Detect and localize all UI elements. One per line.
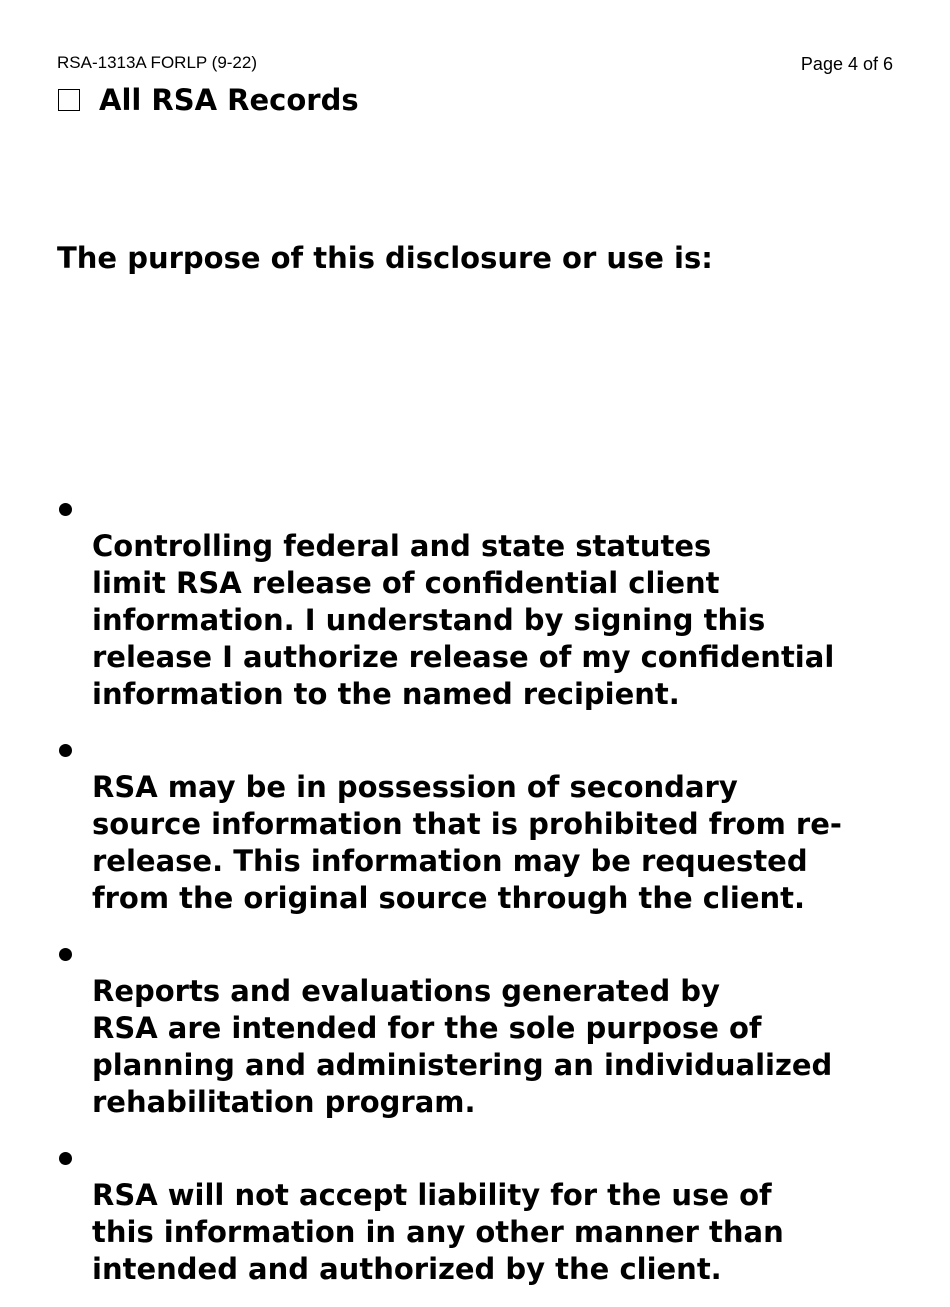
disclosure-note-text: RSA may be in possession of secondary source information that is prohibited from re- release. This information may be requested from the original source through the client. <box>92 770 842 915</box>
disclosure-note-text: RSA will not accept liability for the use of this information in any other manner than intended and authorized by the client. <box>92 1178 784 1286</box>
bullet-icon <box>59 503 72 516</box>
disclosure-note-text: Controlling federal and state statutes limit RSA release of confidential client information. I understand by signing this release I authorize release of my confidential information to the named recipient. <box>92 529 835 711</box>
all-records-label: All RSA Records <box>99 83 359 117</box>
disclosure-notes-list <box>57 491 907 1307</box>
disclosure-note <box>57 936 907 1121</box>
bullet-icon <box>59 948 72 961</box>
all-records-option[interactable] <box>58 82 359 118</box>
page-number: Page 4 of 6 <box>800 54 893 74</box>
purpose-heading: The purpose of this disclosure or use is: <box>57 241 713 275</box>
bullet-icon <box>59 744 72 757</box>
disclosure-note-text: Reports and evaluations generated by RSA are intended for the sole purpose of planning and administering an individualized rehabilitation program. <box>92 974 833 1119</box>
disclosure-note <box>57 732 907 917</box>
form-id: RSA-1313A FORLP (9-22) <box>57 53 257 72</box>
bullet-icon <box>59 1152 72 1165</box>
all-records-checkbox[interactable] <box>58 89 80 111</box>
disclosure-note <box>57 1140 907 1288</box>
disclosure-note <box>57 491 907 713</box>
